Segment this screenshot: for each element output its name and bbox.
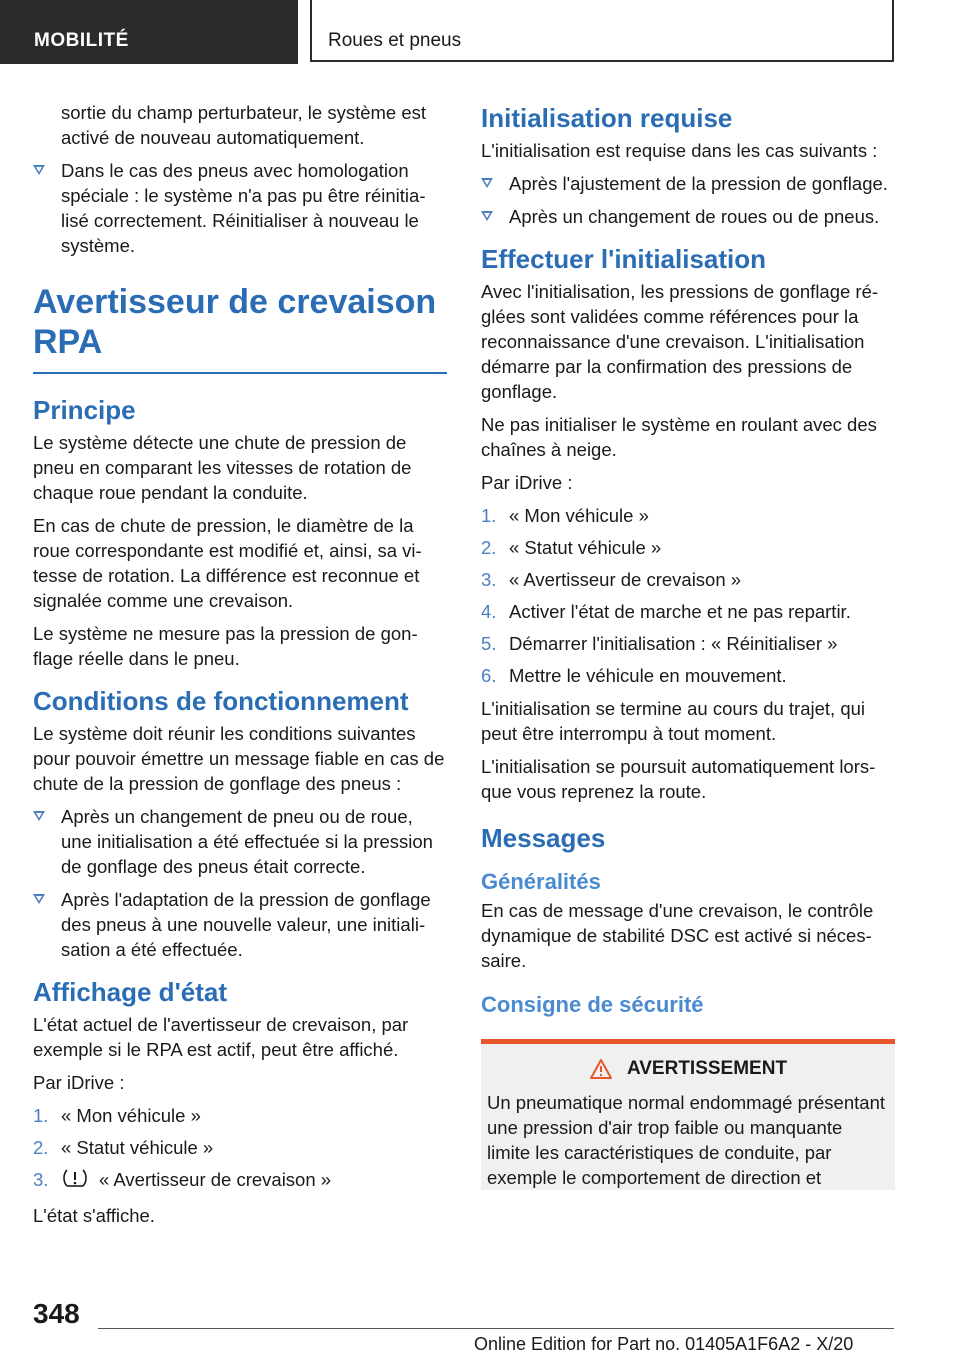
paragraph: Ne pas initialiser le système en roulant avec des chaînes à neige. (481, 414, 877, 460)
list-item: Après l'ajustement de la pression de gonflage. (481, 171, 895, 196)
triangle-down-icon (33, 165, 45, 175)
page-number: 348 (33, 1298, 80, 1329)
paragraph: En cas de chute de pression, le diamètre de la roue correspondante est modifié et, ainsi, sa vitesse de rotation. La différence est reconnue et signalée comme une crevaison. (33, 515, 422, 611)
list-item: 4. Activer l'état de marche et ne pas repartir. (481, 601, 851, 622)
triangle-down-icon (33, 894, 45, 904)
warning-text: Un pneumatique normal endommagé présentant une pression d'air trop faible ou manquante limite les caractéristiques de conduite, par exemple le comportement de direction et (487, 1092, 885, 1188)
header-section-label: MOBILITÉ (34, 30, 129, 51)
list-item: Dans le cas des pneus avec homologation spéciale : le système n'a pas pu être réinitialisé correctement. Réinitialiser à nouveau le système. (33, 158, 447, 258)
title-divider (33, 372, 447, 374)
paragraph: Par iDrive : (33, 1072, 125, 1093)
warning-header (487, 1058, 889, 1080)
header-section-tab (0, 0, 298, 64)
paragraph: Le système doit réunir les conditions suivantes pour pouvoir émettre un message fiable en cas de chute de la pression de gonflage des pneus : (33, 723, 445, 794)
heading-conditions: Conditions de fonctionnement (33, 686, 409, 716)
subheading-generalites: Généralités (481, 869, 601, 894)
heading-init-requise: Initialisation requise (481, 103, 733, 133)
heading-messages: Messages (481, 823, 606, 853)
steps-affichage (33, 1103, 447, 1195)
heading-effectuer: Effectuer l'initialisation (481, 244, 767, 274)
triangle-down-icon (481, 178, 493, 188)
triangle-down-icon (33, 811, 45, 821)
paragraph: Le système détecte une chute de pression de pneu en comparant les vitesses de rotation de chaque roue pendant la conduite. (33, 432, 412, 503)
paragraph: Le système ne mesure pas la pression de gonflage réelle dans le pneu. (33, 623, 418, 669)
paragraph: L'initialisation se poursuit automatiquement lorsque vous reprenez la route. (481, 756, 876, 802)
paragraph: Avec l'initialisation, les pressions de gonflage réglées sont validées comme références pour la reconnaissance d'une crevaison. L'initialisation démarre par la confirmation des pressions de gonflage. (481, 281, 879, 402)
triangle-down-icon (481, 211, 493, 221)
list-item: 1. « Mon véhicule » (481, 505, 649, 526)
paragraph: L'état s'affiche. (33, 1205, 155, 1227)
paragraph: Par iDrive : (481, 472, 573, 493)
subheading-consigne: Consigne de sécurité (481, 992, 704, 1017)
heading-principe: Principe (33, 395, 136, 425)
bullet-list-init (481, 171, 895, 229)
steps-effectuer (481, 503, 895, 688)
left-column (33, 100, 447, 1236)
header-chapter-tab (310, 0, 894, 62)
list-item: 3. « Avertisseur de crevaison » (33, 1167, 447, 1195)
list-item: 2. « Statut véhicule » (481, 537, 662, 558)
paragraph: L'initialisation est requise dans les cas suivants : (481, 140, 878, 161)
list-item: 5. Démarrer l'initialisation : « Réinitialiser » (481, 633, 838, 654)
continuation-text: sortie du champ perturbateur, le système est activé de nouveau automatiquement. (61, 102, 427, 148)
heading-affichage: Affichage d'état (33, 977, 227, 1007)
paragraph: L'état actuel de l'avertisseur de crevaison, par exemple si le RPA est actif, peut être affiché. (33, 1014, 409, 1060)
warning-box (481, 1039, 895, 1190)
footer-divider (98, 1328, 894, 1329)
paragraph: En cas de message d'une crevaison, le contrôle dynamique de stabilité DSC est activé si nécessaire. (481, 900, 874, 971)
list-item: Après un changement de roues ou de pneus. (481, 204, 895, 229)
footer-edition: Online Edition for Part no. 01405A1F6A2 - X/20 (474, 1334, 854, 1354)
list-item: 3. « Avertisseur de crevaison » (481, 569, 742, 590)
bullet-list-conditions (33, 804, 447, 962)
list-item: 1. « Mon véhicule » (33, 1105, 201, 1126)
paragraph: L'initialisation se termine au cours du trajet, qui peut être interrompu à tout moment. (481, 698, 866, 744)
right-column (481, 100, 895, 1190)
list-item: 6. Mettre le véhicule en mouvement. (481, 665, 787, 686)
list-item: 2. « Statut véhicule » (33, 1137, 214, 1158)
header-chapter-label: Roues et pneus (328, 30, 462, 51)
main-title: Avertisseur de crevaison RPA (33, 283, 437, 361)
warning-triangle-icon (589, 1058, 613, 1080)
tire-pressure-icon (61, 1167, 89, 1195)
bullet-list-top (33, 158, 447, 258)
warning-title: AVERTISSEMENT (626, 1058, 788, 1079)
list-item: Après l'adaptation de la pression de gonflage des pneus à une nouvelle valeur, une initialisation a été effectuée. (33, 887, 447, 962)
list-item: Après un changement de pneu ou de roue, une initialisation a été effectuée si la pression de gonflage des pneus était correcte. (33, 804, 447, 879)
